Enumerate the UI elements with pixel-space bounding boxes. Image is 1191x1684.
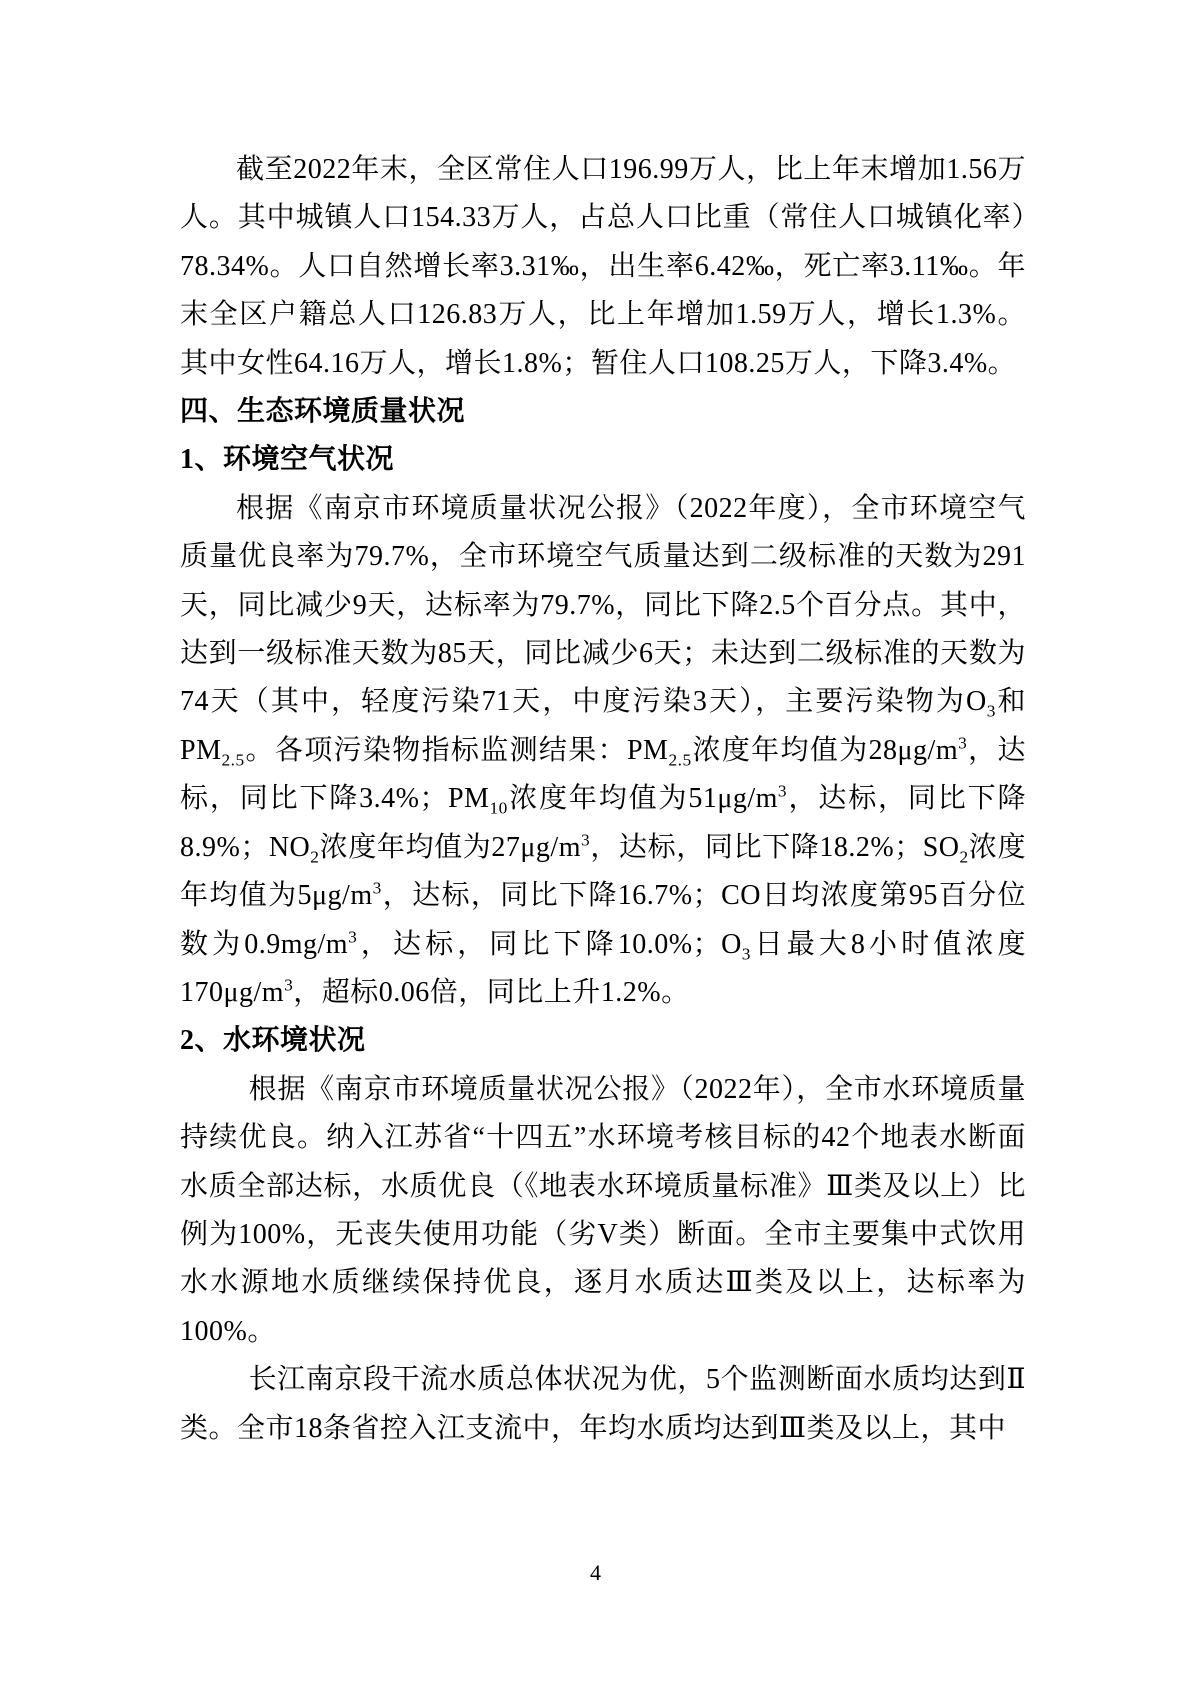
text-run: ，达标，同比下降8.9%；NO [180,783,1026,863]
subscript-run: 2.5 [221,750,245,770]
paragraph [180,1066,1026,1356]
section-heading [180,388,1026,436]
text-run: ，达标，同比下降10.0%；O [357,928,742,960]
section-heading [180,1017,1026,1065]
text-run: 。各项污染物指标监测结果：PM [244,734,669,766]
document-body [180,146,1026,1453]
text-run: 浓度年均值为28μg/m [691,734,959,766]
text-run: 浓度年均值为51μg/m [507,783,778,815]
subscript-run: 3 [741,944,751,964]
text-run: 1、环境空气状况 [180,444,395,476]
subscript-run: 2 [959,847,969,867]
text-run: 浓度年均值为5μg/m [180,831,1026,912]
text-run: 和PM [180,686,1026,766]
subscript-run: 10 [489,798,508,818]
subscript-run: 2.5 [668,750,692,770]
section-heading [180,436,1026,484]
text-run: ，达标，同比下降3.4%；PM [180,734,1026,815]
superscript-run: 3 [581,830,591,850]
superscript-run: 3 [372,878,382,898]
text-run: 根据《南京市环境质量状况公报》（2022年度），全市环境空气质量优良率为79.7%，全市环境空气质量达到二级标准的天数为291天，同比减少9天，达标率为79.7%，同比下降2.5个百分点。其中，达到一级标准天数为85天，同比减少6天；未达到二级标准的天数为74天（其中，轻度污染71天，中度污染3天），主要污染物为O [180,492,1026,718]
text-run: 日最大8小时值浓度170μg/m [180,928,1026,1008]
superscript-run: 3 [348,927,358,947]
text-run: 四、生态环境质量状况 [180,396,466,428]
page-number: 4 [590,1560,601,1585]
text-run: 截至2022年末，全区常住人口196.99万人，比上年末增加1.56万人。其中城镇人口154.33万人，占总人口比重（常住人口城镇化率）78.34%。人口自然增长率3.31‰，出生率6.42‰，死亡率3.11‰。年末全区户籍总人口126.83万人，比上年增加1.59万人，增长1.3%。其中女性64.16万人，增长1.8%；暂住人口108.25万人，下降3.4%。 [180,154,1026,379]
text-run: ，超标0.06倍，同比上升1.2%。 [293,976,690,1008]
paragraph [180,1356,1026,1453]
text-run: ，达标，同比下降18.2%；SO [590,831,960,863]
superscript-run: 3 [777,781,788,801]
subscript-run: 2 [310,847,320,867]
text-run: 2、水环境状况 [180,1025,366,1057]
superscript-run: 3 [284,975,294,995]
text-run: ，达标，同比下降16.7%；CO日均浓度第95百分位数为0.9mg/m [180,880,1026,960]
paragraph [180,485,1026,1017]
text-run: 根据《南京市环境质量状况公报》（2022年），全市水环境质量持续优良。纳入江苏省“十四五”水环境考核目标的42个地表水断面水质全部达标，水质优良（《地表水环境质量标准》Ⅲ类及以上）比例为100%，无丧失使用功能（劣V类）断面。全市主要集中式饮用水水源地水质继续保持优良，逐月水质达Ⅲ类及以上，达标率为100%。 [180,1073,1026,1347]
paragraph [180,146,1026,388]
text-run: 浓度年均值为27μg/m [319,831,581,863]
superscript-run: 3 [958,733,968,753]
subscript-run: 3 [986,702,996,722]
text-run: 长江南京段干流水质总体状况为优，5个监测断面水质均达到Ⅱ类。全市18条省控入江支流中，年均水质均达到Ⅲ类及以上，其中 [180,1364,1026,1444]
